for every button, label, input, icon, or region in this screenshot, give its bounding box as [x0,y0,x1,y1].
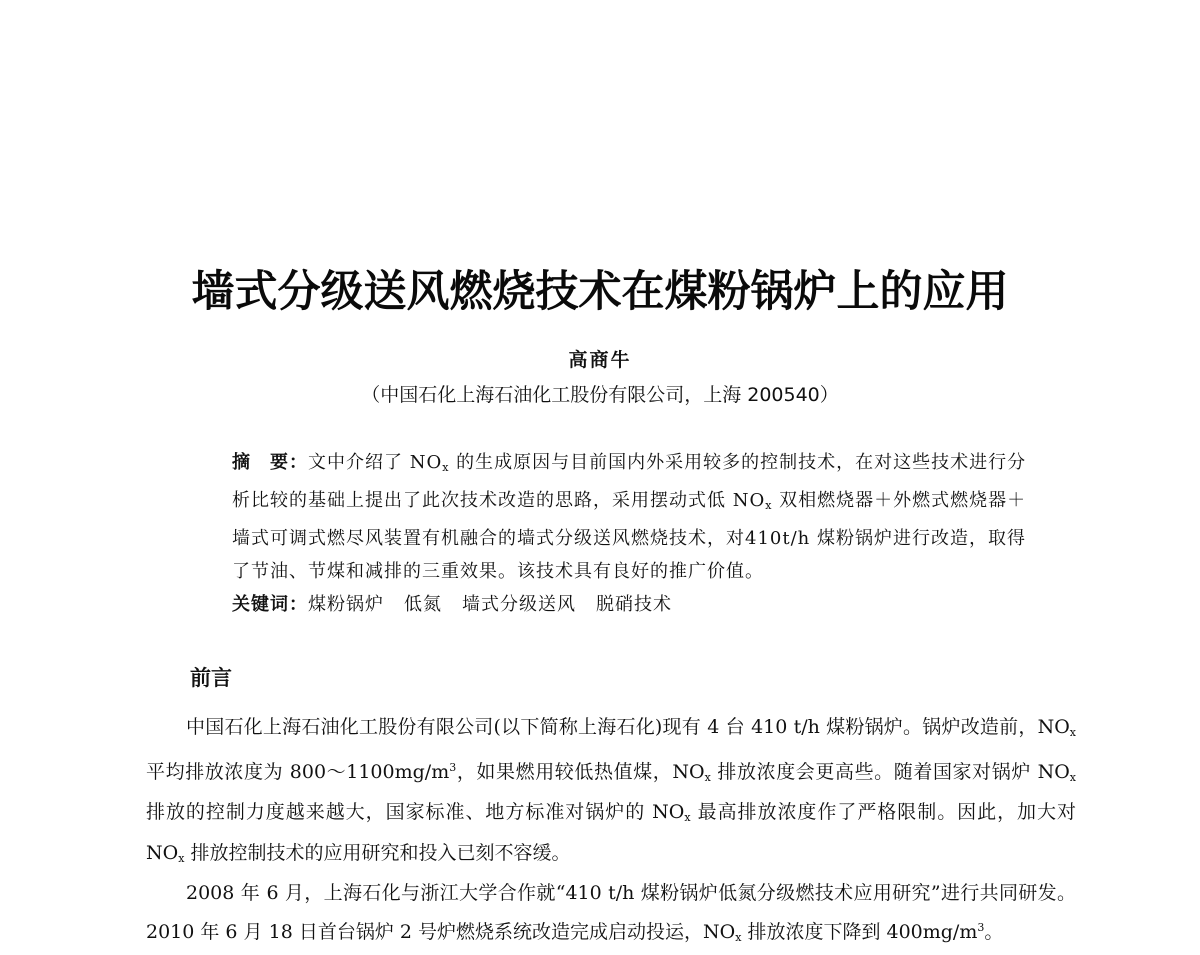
abstract-text: 摘 要：文中介绍了 $NO_x$ 的生成原因与目前国内外采用较多的控制技术，在对这些技术进行分析比较的基础上提出了此次技术改造的思路，采用摆动式低 $NO_x$ 双相燃烧器＋外燃式燃烧器＋墙式可调式燃尽风装置有机融合的墙式分级送风燃烧技术，对410t/h 煤粉锅炉进行改造，取得了节油、节煤和减排的三重效果。该技术具有良好的推广价值。 [232,452,1027,582]
keyword-item: 墙式分级送风 [462,594,576,615]
body-paragraph: 中国石化上海石油化工股份有限公司(以下简称上海石化)现有 4 台 410 t/h 煤粉锅炉。锅炉改造前，$NO_x$ 平均排放浓度为 $800\sim 1100mg/m^3$，如果燃用较低热值煤，$NO_x$ 排放浓度会更高些。随着国家对锅炉 $NO_x$ 排放的控制力度越来越大，国家标准、地方标准对锅炉的 $NO_x$ 最高排放浓度作了严格限制。因此，加大对 $NO_x$ 排放控制技术的应用研究和投入已刻不容缓。 [146,716,1076,865]
body-paragraph: 2008 年 6 月，上海石化与浙江大学合作就“410 t/h 煤粉锅炉低氮分级燃技术应用研究”进行共同研发。2010 年 6 月 18 日首台锅炉 2 号炉燃烧系统改造完成启动投运，$NO_x$ 排放浓度下降到 $400mg/m^3$。 [146,882,1076,944]
abstract-label: 摘 要： [232,452,308,473]
author-name: 高商牛 [568,349,632,371]
keywords-row [190,588,1030,621]
author-affiliation: （中国石化上海石油化工股份有限公司，上海 200540） [361,384,839,406]
paper-title: 墙式分级送风燃烧技术在煤粉锅炉上的应用 [191,267,1009,317]
body-text [146,710,1076,955]
keyword-item: 低氮 [404,594,442,615]
keyword-item: 脱硝技术 [596,594,672,615]
keyword-item: 煤粉锅炉 [308,594,384,615]
section-heading: 前言 [190,666,232,690]
keywords-label: 关键词： [232,594,308,615]
abstract-block [190,446,1030,621]
